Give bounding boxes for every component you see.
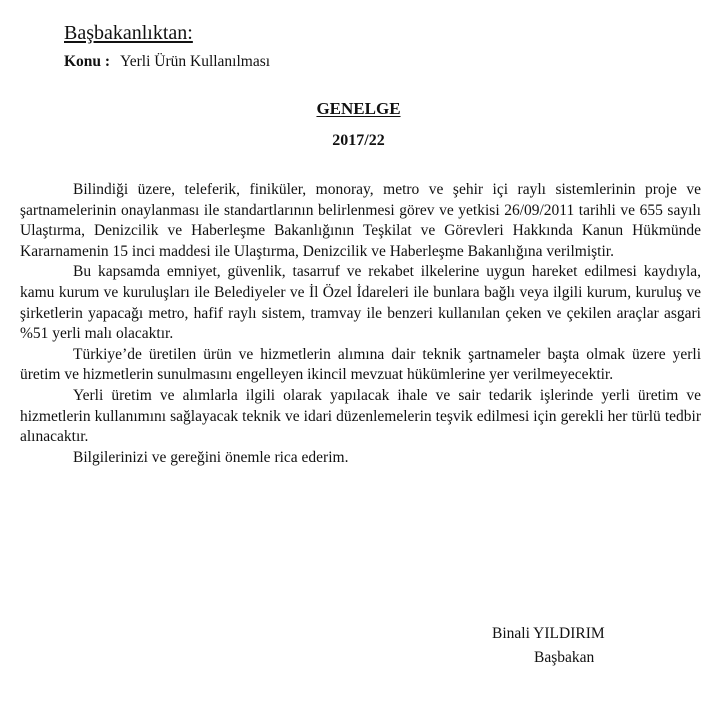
signer-title: Başbakan: [534, 649, 595, 666]
paragraph-4: Yerli üretim ve alımlarla ilgili olarak yapılacak ihale ve sair tedarik işlerinde yerli üretim ve hizmetlerin kullanımını sağlayacak teknik ve idari düzenlemelerin teşvik edilmesi için gerekli her türlü tedbir alınacaktır.: [20, 386, 701, 446]
circular-number: 2017/22: [332, 132, 385, 149]
paragraph-3: Türkiye’de üretilen ürün ve hizmetlerin alımına dair teknik şartnameler başta olmak üzere yerli üretim ve hizmetlerin sunulmasını engelleyen ikincil mevzuat hükümlerine yer verilmeyecektir.: [20, 345, 701, 384]
paragraph-2: Bu kapsamda emniyet, güvenlik, tasarruf ve rekabet ilkelerine uygun hareket edilmesi kaydıyla, kamu kurum ve kuruluşları ile Belediyeler ve İl Özel İdareleri ile bunlara bağlı veya ilgili kurum, kuruluş ve şirketlerin yapacağı metro, hafif raylı sistem, tramvay ile benzeri kullanılan çeken ve çekilen araçlar asgari %51 yerli malı olacaktır.: [20, 263, 701, 343]
subject-value: Yerli Ürün Kullanılması: [120, 53, 271, 70]
subject-line: [64, 53, 270, 71]
signer-name: Binali YILDIRIM: [492, 625, 605, 642]
subject-label: Konu :: [64, 53, 111, 70]
document-body: [20, 180, 701, 468]
paragraph-1: Bilindiği üzere, teleferik, finiküler, monoray, metro ve şehir içi raylı sistemlerinin proje ve şartnamelerinin onaylanması ile standartlarının belirlenmesi görev ve yetkisi 26/09/2011 tarihli ve 655 sayılı Ulaştırma, Denizcilik ve Haberleşme Bakanlığının Teşkilat ve Görevleri Hakkında Kanun Hükmünde Kararnamenin 15 inci maddesi ile Ulaştırma, Denizcilik ve Haberleşme Bakanlığına verilmiştir.: [20, 181, 701, 260]
sender-heading: Başbakanlıktan:: [64, 22, 193, 44]
signature-block: [492, 622, 605, 670]
paragraph-5: Bilgilerinizi ve gereğini önemle rica ederim.: [73, 448, 349, 466]
circular-title: GENELGE: [316, 99, 401, 118]
